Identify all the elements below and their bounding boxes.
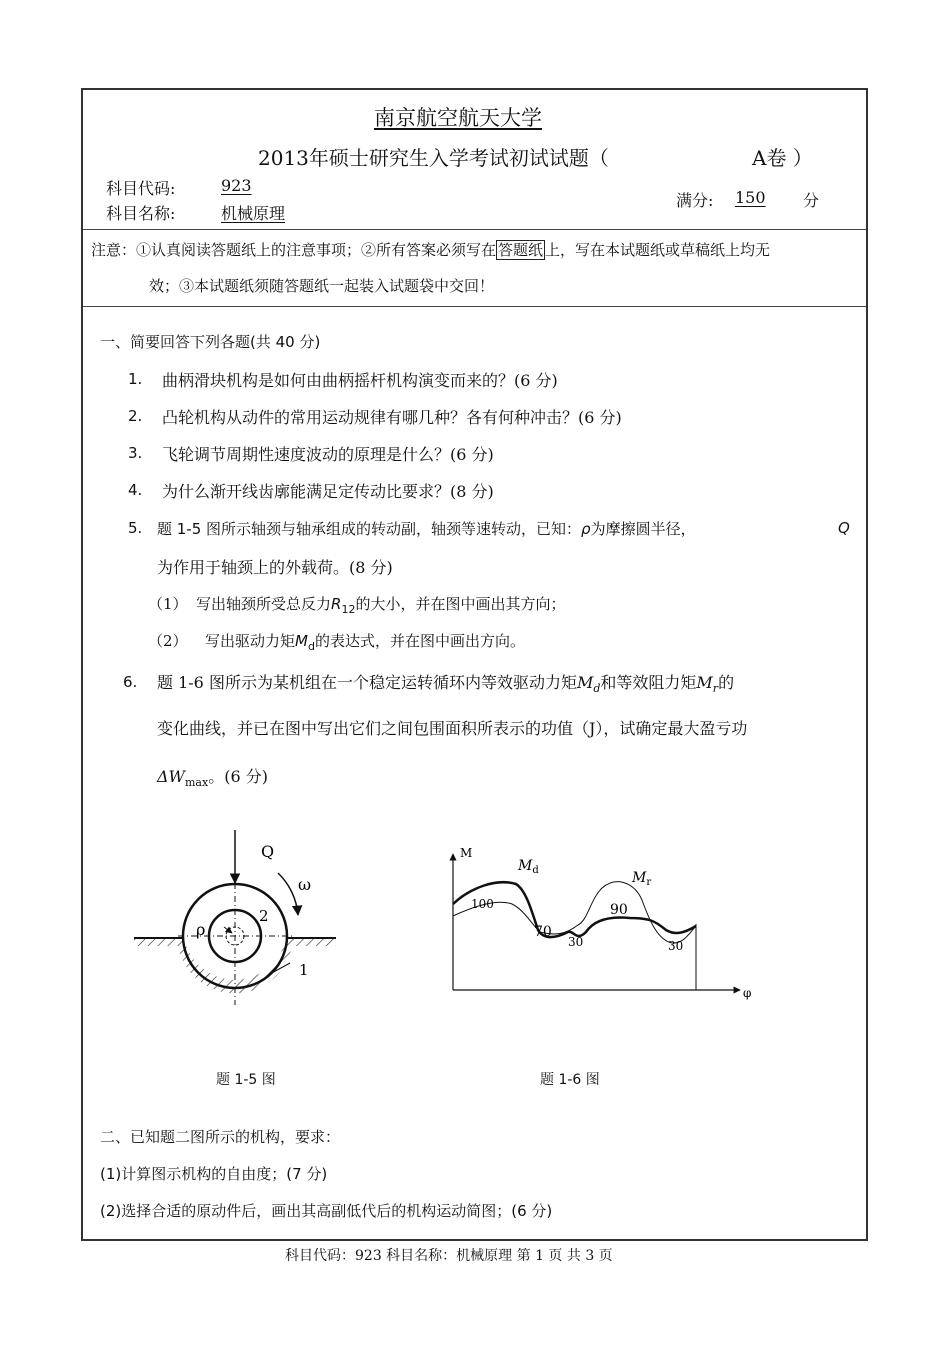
subject-code-label: 科目代码:	[106, 179, 176, 198]
exam-title: 2013年硕士研究生入学考试初试试题（	[258, 146, 609, 170]
header-divider	[83, 229, 866, 230]
figure-1-6-caption: 题 1-6 图	[540, 1072, 600, 1088]
q5-sub1-text	[196, 593, 565, 616]
q5-R-symbol: R	[331, 595, 342, 613]
area-label-30a: 30	[568, 935, 584, 949]
axis-label-M: M	[460, 846, 473, 860]
notice-boxed-answer-sheet: 答题纸	[498, 241, 544, 259]
q5-sub1-number: （1）	[148, 595, 188, 613]
q6-line1	[157, 670, 734, 695]
section2-item1: (1)计算图示机构的自由度；(7 分)	[100, 1165, 328, 1183]
q6-line3-b: 。(6 分)	[208, 767, 268, 786]
label-Q: Q	[261, 842, 275, 861]
notice-divider	[83, 306, 866, 307]
full-score-label: 满分:	[676, 191, 714, 210]
notice-line1-part2: 上，写在本试题纸或草稿纸上均无	[545, 241, 771, 259]
q6-Mr-symbol: M	[696, 673, 713, 692]
section2-title: 二、已知题二图所示的机构，要求：	[100, 1128, 341, 1146]
section2-item2: (2)选择合适的原动件后，画出其高副低代后的机构运动简图；(6 分)	[100, 1202, 553, 1220]
figure-1-6	[440, 840, 780, 1010]
area-label-70: 70	[534, 924, 552, 940]
label-1: 1	[299, 961, 309, 979]
figure-1-5-caption: 题 1-5 图	[216, 1072, 276, 1088]
section1-title: 一、简要回答下列各题(共 40 分)	[100, 333, 321, 351]
q6-W-symbol: ΔW	[157, 767, 185, 786]
subject-name-label: 科目名称:	[106, 204, 176, 223]
label-Mr: $M_r$	[632, 870, 652, 888]
q5-line1	[157, 518, 696, 539]
omega-arrow	[278, 873, 298, 915]
q5-sub1-b: 的大小，并在图中画出其方向；	[355, 595, 566, 613]
q6-Md-subscript: d	[593, 682, 601, 696]
area-label-90: 90	[610, 902, 628, 918]
q4-number: 4.	[128, 481, 143, 499]
university-title: 南京航空航天大学	[374, 106, 542, 130]
q5-line1-b: 为摩擦圆半径，	[590, 520, 696, 538]
page-footer: 科目代码：923 科目名称：机械原理 第 1 页 共 3 页	[285, 1248, 613, 1264]
subject-name: 机械原理	[221, 204, 286, 223]
q3-text: 飞轮调节周期性速度波动的原理是什么？(6 分)	[162, 445, 494, 464]
q6-W-subscript: max	[185, 776, 209, 790]
notice-line1	[91, 239, 770, 260]
figure-1-5	[120, 825, 350, 1035]
q6-line2: 变化曲线，并已在图中写出它们之间包围面积所表示的功值（J），试确定最大盈亏功	[157, 719, 748, 738]
paper-version: A卷 ）	[752, 146, 813, 170]
q5-M-subscript: d	[307, 640, 315, 653]
area-label-100: 100	[471, 897, 494, 911]
score-unit: 分	[803, 191, 820, 210]
notice-line1-part1: 注意：①认真阅读答题纸上的注意事项；②所有答案必须写在	[91, 241, 497, 259]
q5-sub2-text	[205, 630, 525, 653]
q5-sub1-a: 写出轴颈所受总反力	[196, 595, 332, 613]
subject-code: 923	[221, 176, 252, 195]
q2-text: 凸轮机构从动件的常用运动规律有哪几种？各有何种冲击？(6 分)	[162, 408, 622, 427]
q5-number: 5.	[128, 519, 143, 537]
page-frame	[81, 88, 868, 1241]
label-Md: $M_d$	[518, 858, 539, 876]
q4-text: 为什么渐开线齿廓能满足定传动比要求？(8 分)	[162, 482, 494, 501]
q5-M-symbol: M	[295, 632, 308, 650]
q5-R-subscript: 12	[341, 603, 356, 616]
q5-sub2-a: 写出驱动力矩	[205, 632, 296, 650]
q1-text: 曲柄滑块机构是如何由曲柄摇杆机构演变而来的？(6 分)	[162, 371, 558, 390]
label-rho: ρ	[196, 920, 206, 939]
notice-line2: 效；③本试题纸须随答题纸一起装入试题袋中交回！	[149, 277, 495, 295]
q6-line3	[157, 764, 268, 789]
q6-number: 6.	[123, 673, 138, 691]
area-label-30b: 30	[668, 939, 684, 953]
q3-number: 3.	[128, 444, 143, 462]
q5-line1-a: 题 1-5 图所示轴颈与轴承组成的转动副，轴颈等速转动，已知：	[157, 520, 582, 538]
q5-line2: 为作用于轴颈上的外载荷。(8 分)	[157, 558, 393, 577]
q5-sub2-b: 的表达式，并在图中画出方向。	[314, 632, 525, 650]
q6-line1-b: 和等效阻力矩	[600, 673, 697, 692]
q6-Mr-subscript: r	[712, 682, 719, 696]
q5-Q-symbol: Q	[838, 519, 850, 537]
axis-label-phi: φ	[743, 986, 752, 1000]
q5-sub2-number: （2）	[148, 632, 188, 650]
full-score: 150	[735, 188, 766, 207]
label-omega: ω	[298, 875, 312, 894]
q6-Md-symbol: M	[576, 673, 594, 692]
q6-line1-c: 的	[718, 673, 735, 692]
label-2: 2	[259, 907, 269, 925]
q5-rho-symbol: ρ	[581, 520, 591, 538]
q6-line1-a: 题 1-6 图所示为某机组在一个稳定运转循环内等效驱动力矩	[157, 673, 577, 692]
q2-number: 2.	[128, 407, 143, 425]
q1-number: 1.	[128, 370, 143, 388]
